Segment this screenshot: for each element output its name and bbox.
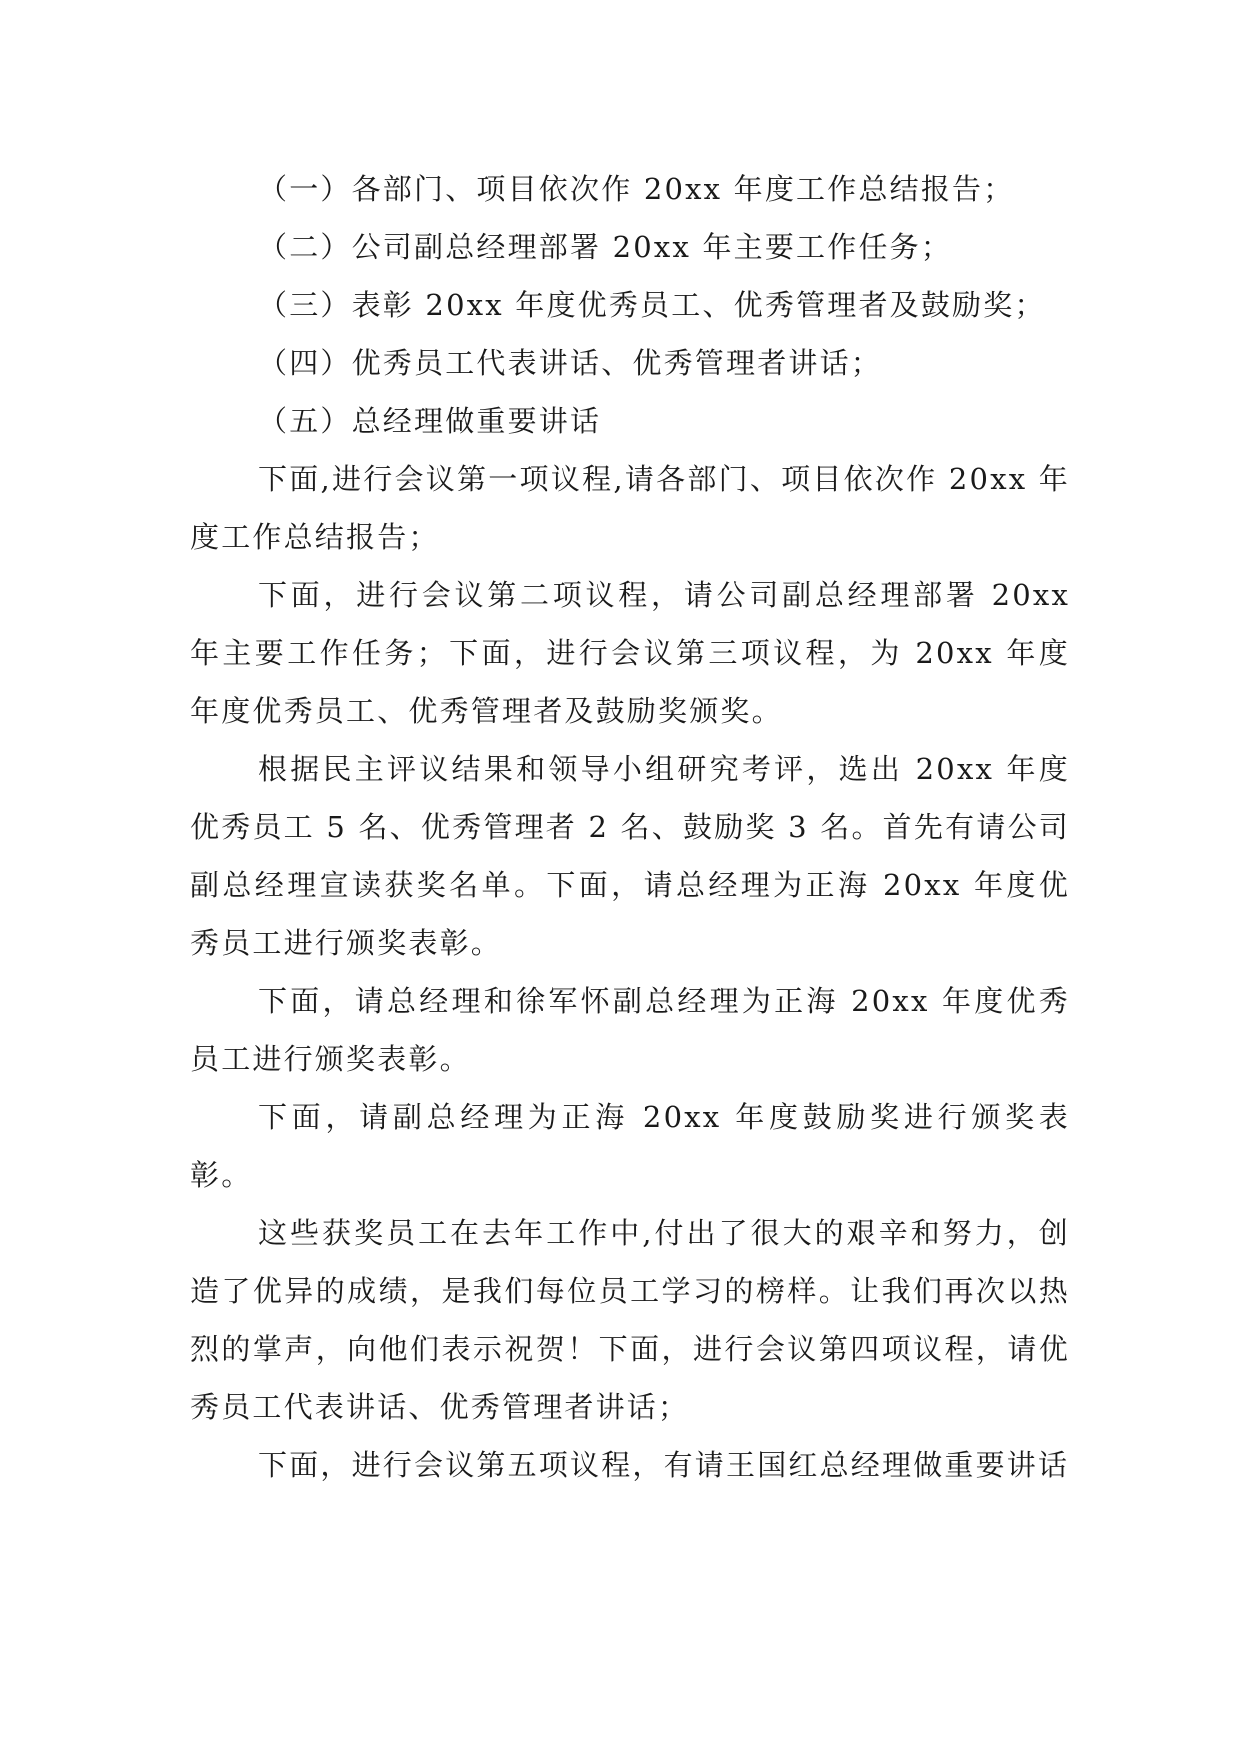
paragraph-4: 下面，请总经理和徐军怀副总经理为正海 20xx 年度优秀员工进行颁奖表彰。 <box>190 984 1070 1076</box>
agenda-item-2: （二）公司副总经理部署 20xx 年主要工作任务； <box>258 230 953 264</box>
agenda-item-4: （四）优秀员工代表讲话、优秀管理者讲话； <box>258 346 883 380</box>
paragraph-5: 下面，请副总经理为正海 20xx 年度鼓励奖进行颁奖表彰。 <box>190 1100 1070 1192</box>
agenda-item-5: （五）总经理做重要讲话 <box>258 404 602 438</box>
paragraph-1: 下面,进行会议第一项议程,请各部门、项目依次作 20xx 年度工作总结报告； <box>190 462 1070 554</box>
paragraph-3: 根据民主评议结果和领导小组研究考评，选出 20xx 年度优秀员工 5 名、优秀管理者 2 名、鼓励奖 3 名。首先有请公司副总经理宣读获奖名单。下面，请总经理为正海 20xx 年度优秀员工进行颁奖表彰。 <box>190 752 1070 960</box>
document-body <box>190 160 1070 1494</box>
paragraph-7: 下面，进行会议第五项议程，有请王国红总经理做重要讲话 <box>258 1448 1070 1482</box>
paragraph-6: 这些获奖员工在去年工作中,付出了很大的艰辛和努力，创造了优异的成绩，是我们每位员工学习的榜样。让我们再次以热烈的掌声，向他们表示祝贺！下面，进行会议第四项议程，请优秀员工代表讲话、优秀管理者讲话； <box>190 1216 1070 1424</box>
paragraph-2: 下面，进行会议第二项议程，请公司副总经理部署 20xx 年主要工作任务；下面，进行会议第三项议程，为 20xx 年度年度优秀员工、优秀管理者及鼓励奖颁奖。 <box>190 578 1070 728</box>
agenda-item-1: （一）各部门、项目依次作 20xx 年度工作总结报告； <box>258 172 1015 206</box>
agenda-item-3: （三）表彰 20xx 年度优秀员工、优秀管理者及鼓励奖； <box>258 288 1046 322</box>
